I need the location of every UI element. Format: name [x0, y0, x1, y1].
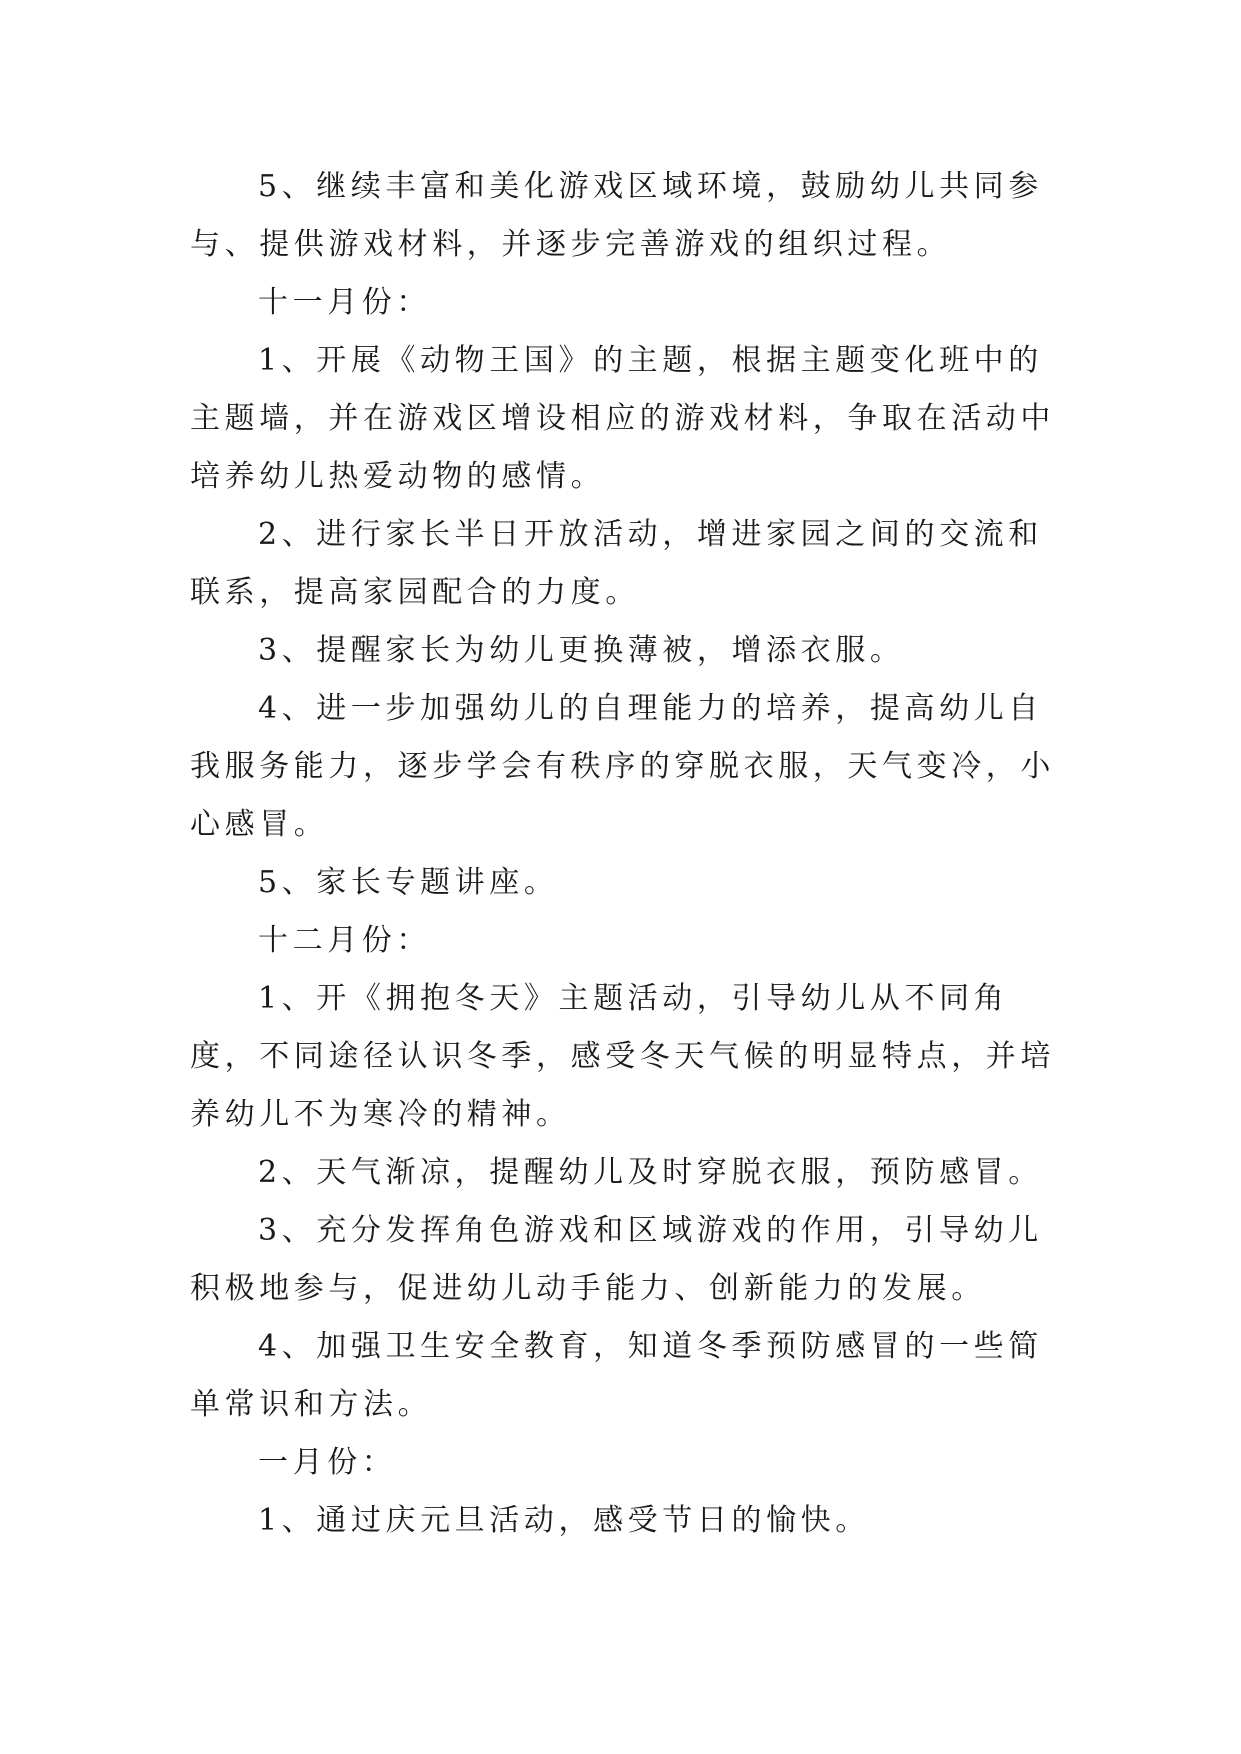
paragraph-item-1-embrace-winter: 1、开《拥抱冬天》主题活动，引导幼儿从不同角度，不同途径认识冬季，感受冬天气候的明显特点，并培养幼儿不为寒冷的精神。	[190, 981, 1055, 1132]
paragraph-item-1-new-year: 1、通过庆元旦活动，感受节日的愉快。	[258, 1503, 870, 1538]
paragraph-item-4-safety-education: 4、加强卫生安全教育，知道冬季预防感冒的一些简单常识和方法。	[190, 1329, 1043, 1422]
paragraph-item-3-change-quilts: 3、提醒家长为幼儿更换薄被，增添衣服。	[258, 633, 905, 668]
paragraph-item-2-parent-open-day: 2、进行家长半日开放活动，增进家园之间的交流和联系，提高家园配合的力度。	[190, 517, 1043, 610]
paragraph-item-2-prevent-colds: 2、天气渐凉，提醒幼儿及时穿脱衣服，预防感冒。	[258, 1155, 1043, 1190]
month-heading-november: 十一月份：	[258, 285, 431, 320]
paragraph-item-5-enrich-play-areas: 5、继续丰富和美化游戏区域环境，鼓励幼儿共同参与、提供游戏材料，并逐步完善游戏的组织过程。	[190, 169, 1043, 262]
paragraph-item-5-parent-lecture: 5、家长专题讲座。	[258, 865, 559, 900]
paragraph-item-1-animal-kingdom: 1、开展《动物王国》的主题，根据主题变化班中的主题墙，并在游戏区增设相应的游戏材料，争取在活动中培养幼儿热爱动物的感情。	[190, 343, 1055, 494]
month-heading-december: 十二月份：	[258, 923, 431, 958]
paragraph-item-3-role-play-games: 3、充分发挥角色游戏和区域游戏的作用，引导幼儿积极地参与，促进幼儿动手能力、创新能力的发展。	[190, 1213, 1043, 1306]
paragraph-item-4-self-care: 4、进一步加强幼儿的自理能力的培养，提高幼儿自我服务能力，逐步学会有秩序的穿脱衣服，天气变冷，小心感冒。	[190, 691, 1055, 842]
document-body	[190, 158, 1060, 1550]
month-heading-january: 一月份：	[258, 1445, 397, 1480]
